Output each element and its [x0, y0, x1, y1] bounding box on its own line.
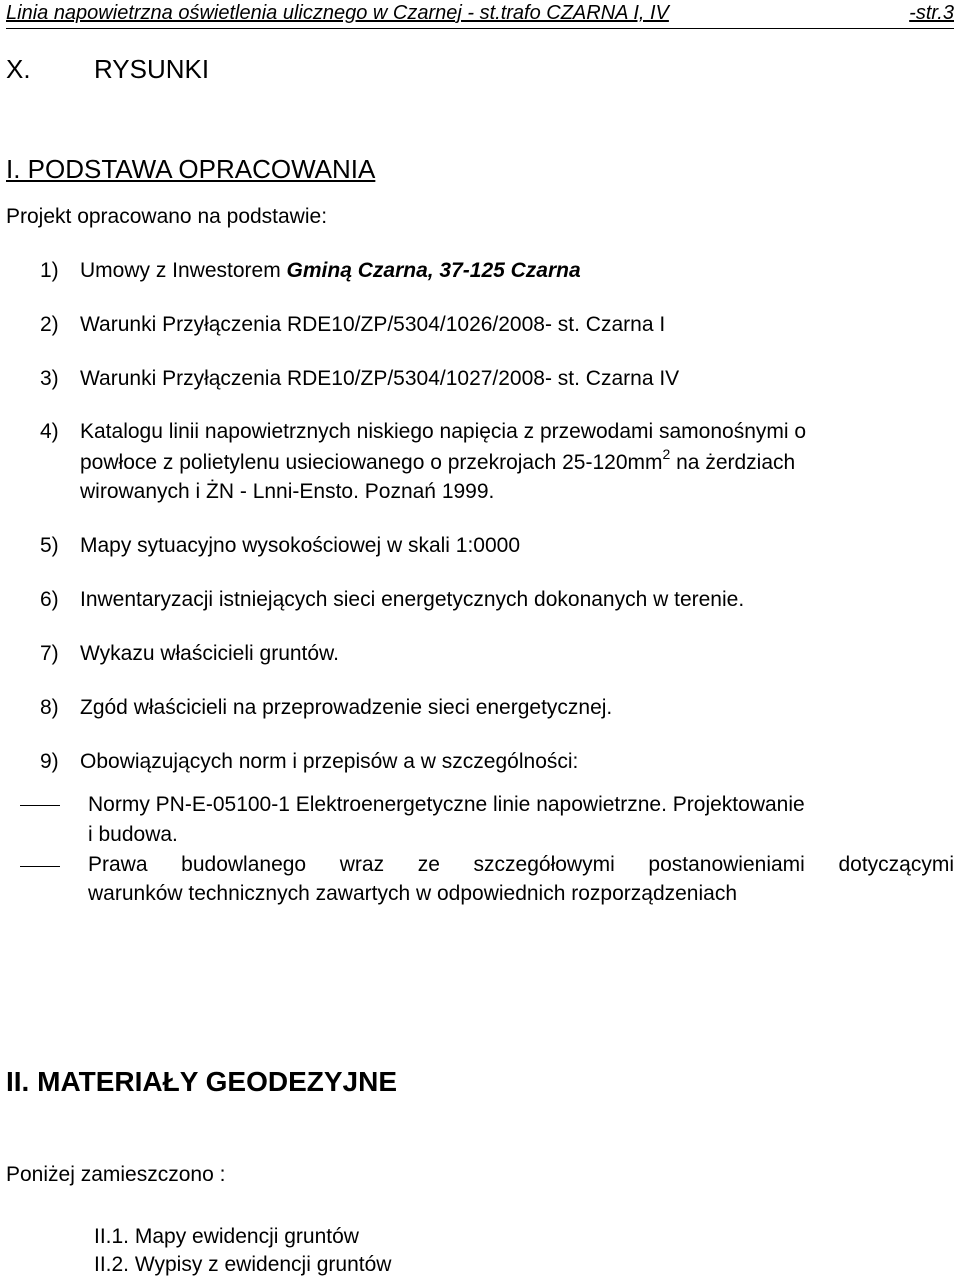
list-item-text: powłoce z polietylenu usieciowanego o przekrojach 25-120mm: [80, 451, 663, 474]
list-number: 8): [40, 696, 59, 719]
bullet-dash: [20, 866, 60, 867]
section-x-title: RYSUNKI: [94, 54, 210, 84]
investor-name: Gminą Czarna, 37-125 Czarna: [286, 259, 581, 282]
bullet-dash: [20, 805, 60, 806]
list-number: 7): [40, 642, 59, 665]
list-number: 6): [40, 588, 59, 611]
bullet-item-line: warunków technicznych zawartych w odpowiednich rozporządzeniach: [88, 882, 738, 905]
list-item: II.1. Mapy ewidencji gruntów: [94, 1225, 359, 1248]
header-page-number: -str.3: [909, 2, 954, 24]
page-header: [6, 0, 954, 29]
section-1-intro: Projekt opracowano na podstawie:: [6, 205, 328, 228]
list-number: 1): [40, 259, 59, 282]
list-item: II.2. Wypisy z ewidencji gruntów: [94, 1253, 392, 1276]
bullet-item-line: Normy PN-E-05100-1 Elektroenergetyczne linie napowietrzne. Projektowanie: [88, 793, 805, 816]
superscript: 2: [662, 446, 671, 462]
list-item: Wykazu właścicieli gruntów.: [80, 642, 339, 665]
list-item: Zgód właścicieli na przeprowadzenie sieci energetycznej.: [80, 696, 613, 719]
list-item: Obowiązujących norm i przepisów a w szczególności:: [80, 750, 579, 773]
list-item: Warunki Przyłączenia RDE10/ZP/5304/1026/2008- st. Czarna I: [80, 313, 666, 336]
list-item-line: [80, 446, 796, 476]
section-1-title: I. PODSTAWA OPRACOWANIA: [6, 154, 376, 184]
section-2-intro: Poniżej zamieszczono :: [6, 1163, 226, 1186]
list-number: 3): [40, 367, 59, 390]
list-item-text: na żerdziach: [670, 451, 796, 474]
list-item: [80, 257, 581, 284]
list-item: Inwentaryzacji istniejących sieci energetycznych dokonanych w terenie.: [80, 588, 745, 611]
list-number: 9): [40, 750, 59, 773]
list-number: 2): [40, 313, 59, 336]
header-title: Linia napowietrzna oświetlenia ulicznego w Czarnej - st.trafo CZARNA I, IV: [6, 2, 669, 24]
section-x-number: X.: [6, 54, 31, 84]
list-number: 4): [40, 420, 59, 443]
list-number: 5): [40, 534, 59, 557]
list-item: Mapy sytuacyjno wysokościowej w skali 1:0000: [80, 534, 521, 557]
bullet-item-line: Prawa budowlanego wraz ze szczegółowymi postanowieniami dotyczącymi: [88, 853, 954, 876]
list-item-text: Umowy z Inwestorem: [80, 259, 287, 282]
bullet-item-line: i budowa.: [88, 823, 178, 846]
list-item-line: Katalogu linii napowietrznych niskiego napięcia z przewodami samonośnymi o: [80, 420, 807, 443]
list-item: Warunki Przyłączenia RDE10/ZP/5304/1027/2008- st. Czarna IV: [80, 367, 680, 390]
list-item-line: wirowanych i ŻN - Lnni-Ensto. Poznań 1999.: [80, 480, 495, 503]
section-2-title: II. MATERIAŁY GEODEZYJNE: [6, 1066, 398, 1097]
